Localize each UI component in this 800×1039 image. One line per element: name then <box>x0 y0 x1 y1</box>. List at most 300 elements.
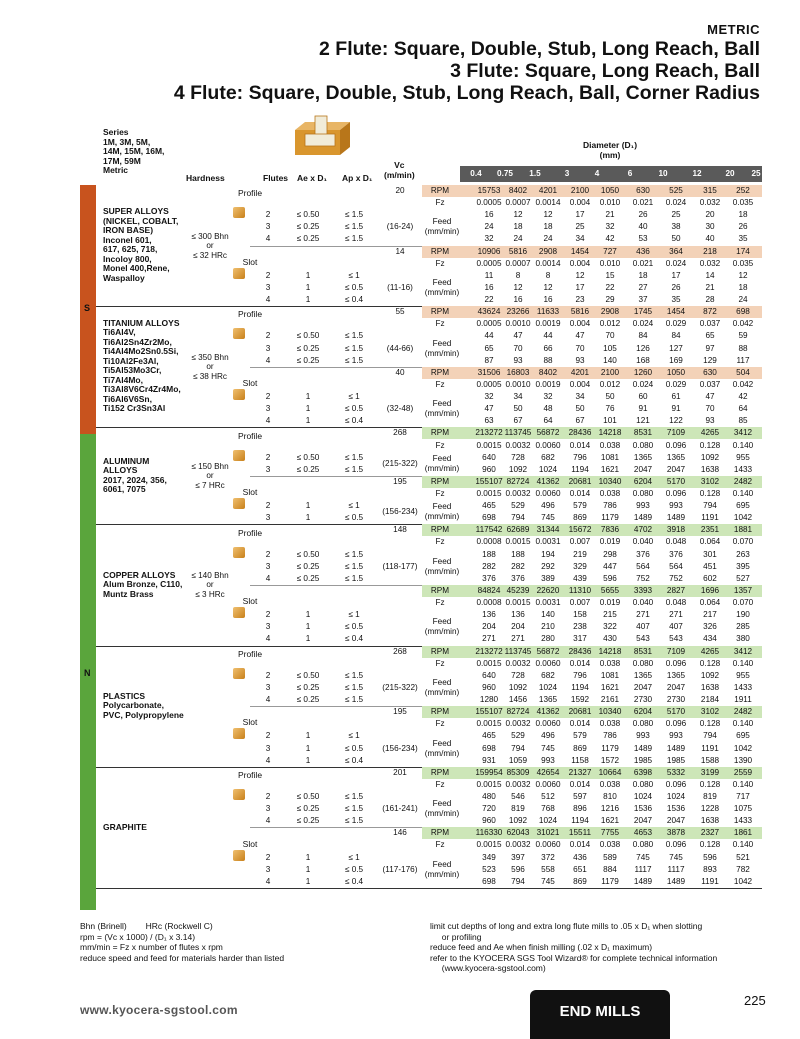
vc-value: 146 <box>393 828 407 838</box>
feed-label: Feed (mm/min) <box>424 217 460 237</box>
rpm-value: 3412 <box>733 428 753 438</box>
fz-value: 0.080 <box>632 489 654 498</box>
feed-value: 117 <box>736 355 750 365</box>
feed-value: 451 <box>703 561 717 571</box>
fz-value: 0.014 <box>569 779 591 789</box>
ae-value: 1 <box>305 864 311 874</box>
feed-value: 1179 <box>601 743 619 753</box>
feed-value: 1081 <box>600 670 620 680</box>
ap-value: ≤ 0.5 <box>344 282 364 292</box>
fz-value: 0.029 <box>665 319 687 329</box>
feed-value: 869 <box>573 743 587 753</box>
fz-value: 0.019 <box>599 598 621 608</box>
fz-value: 0.128 <box>699 658 721 668</box>
diameter-value: 0.4 <box>470 169 482 178</box>
fz-value: 0.007 <box>569 598 591 608</box>
feed-value: 50 <box>605 392 615 402</box>
feed-value: 640 <box>482 452 496 462</box>
cut-type-label: Slot <box>242 256 258 267</box>
rpm-value: 504 <box>736 367 750 377</box>
feed-value: 26 <box>638 210 648 220</box>
col-ae: Ae x D₁ <box>297 173 327 183</box>
rpm-value: 56872 <box>536 646 560 656</box>
feed-value: 50 <box>575 404 585 414</box>
feed-value: 1638 <box>700 682 720 692</box>
feed-value: 2161 <box>600 695 620 705</box>
rpm-value: 213272 <box>475 646 503 656</box>
ap-value: ≤ 1.5 <box>344 573 364 583</box>
fz-value: 0.080 <box>632 440 654 450</box>
feed-value: 896 <box>573 804 587 814</box>
rpm-value: 62689 <box>506 525 530 535</box>
feed-value: 91 <box>671 404 681 414</box>
vc-value: 148 <box>393 525 407 535</box>
ae-value: 1 <box>305 852 311 862</box>
rpm-value: 62043 <box>506 828 530 838</box>
flutes-value: 2 <box>265 610 271 620</box>
feed-value: 794 <box>511 876 525 886</box>
ap-value: ≤ 1.5 <box>344 792 364 801</box>
vc-range: (11-16) <box>387 283 413 293</box>
feed-value: 121 <box>636 416 650 426</box>
ae-value: ≤ 0.50 <box>296 331 320 341</box>
diameter-value: 10 <box>658 169 668 178</box>
ap-value: ≤ 0.4 <box>344 416 364 426</box>
diameter-value: 1.5 <box>529 169 541 178</box>
page-number: 225 <box>744 993 766 1008</box>
feed-value: 543 <box>636 634 650 644</box>
material-name: ALUMINUM ALLOYS 2017, 2024, 356, 6061, 7075 <box>103 455 167 495</box>
feed-value: 1489 <box>633 513 653 523</box>
fz-row <box>80 197 762 209</box>
fz-label: Fz <box>435 489 445 498</box>
rpm-value: 174 <box>736 246 750 256</box>
feed-value: 543 <box>669 634 683 644</box>
feed-value: 480 <box>482 792 496 801</box>
rpm-value: 82724 <box>506 707 530 717</box>
fz-value: 0.140 <box>732 440 754 450</box>
rpm-value: 41362 <box>536 707 560 717</box>
flutes-value: 2 <box>265 792 271 801</box>
fz-row <box>80 318 762 330</box>
feed-value: 1179 <box>601 513 619 523</box>
feed-value: 376 <box>669 549 683 559</box>
fz-value: 0.021 <box>632 258 654 268</box>
fz-value: 0.042 <box>732 319 754 329</box>
feed-value: 1024 <box>538 816 558 826</box>
feed-value: 523 <box>482 864 496 874</box>
ap-value: ≤ 1.5 <box>344 343 364 353</box>
feed-value: 136 <box>482 610 496 620</box>
vc-range: (215-322) <box>382 458 418 468</box>
col-flutes: Flutes <box>263 173 289 183</box>
ae-value: ≤ 0.50 <box>296 210 320 220</box>
vc-value: 201 <box>393 767 407 777</box>
feed-value: 204 <box>482 622 496 632</box>
rpm-value: 1881 <box>733 525 753 535</box>
flutes-value: 2 <box>265 670 271 680</box>
hardness-value: ≤ 350 Bhn or ≤ 38 HRc <box>191 352 229 381</box>
fz-row <box>80 658 762 670</box>
feed-value: 1024 <box>633 792 653 801</box>
feed-value: 2730 <box>666 695 686 705</box>
feed-value: 2184 <box>700 695 720 705</box>
feed-value: 64 <box>738 404 748 414</box>
col-vc: Vc (m/min) <box>384 160 415 180</box>
fz-value: 0.0032 <box>505 719 531 729</box>
rpm-value: 82724 <box>506 476 530 486</box>
diameter-values <box>460 166 762 182</box>
vc-range: (32-48) <box>386 404 414 414</box>
fz-value: 0.0015 <box>476 779 502 789</box>
feed-value: 16 <box>513 295 523 305</box>
fz-value: 0.019 <box>599 537 621 547</box>
flutes-value: 2 <box>265 392 271 402</box>
ap-value: ≤ 1.5 <box>344 452 364 462</box>
fz-label: Fz <box>435 440 445 450</box>
rpm-value: 3102 <box>700 707 720 717</box>
fz-value: 0.0005 <box>476 379 502 389</box>
feed-value: 1985 <box>633 755 653 765</box>
ae-value: 1 <box>305 755 311 765</box>
vc-value: 14 <box>395 246 405 256</box>
rpm-value: 1050 <box>666 367 686 377</box>
ae-value: ≤ 0.25 <box>296 464 320 474</box>
feed-value: 65 <box>484 343 494 353</box>
feed-value: 745 <box>541 876 555 886</box>
rpm-value: 4653 <box>633 828 653 838</box>
feed-value: 238 <box>573 622 587 632</box>
flutes-value: 2 <box>265 549 271 559</box>
ap-value: ≤ 1.5 <box>344 549 364 559</box>
feed-value: 44 <box>543 331 553 341</box>
rpm-value: 10906 <box>477 246 501 256</box>
feed-value: 12 <box>543 282 553 292</box>
rpm-value: 727 <box>603 246 617 256</box>
feed-value: 1536 <box>633 804 653 814</box>
feed-value: 11 <box>484 270 494 280</box>
rpm-value: 16803 <box>506 367 530 377</box>
feed-value: 728 <box>511 670 525 680</box>
ap-value: ≤ 1.5 <box>344 695 364 705</box>
feed-value: 18 <box>738 282 748 292</box>
feed-value: 1092 <box>508 816 528 826</box>
ap-value: ≤ 1 <box>348 270 360 280</box>
feed-value: 59 <box>738 331 748 341</box>
feed-value: 194 <box>541 549 555 559</box>
rpm-value: 23266 <box>506 307 530 317</box>
ae-value: ≤ 0.50 <box>296 549 320 559</box>
feed-value: 819 <box>511 804 525 814</box>
feed-value: 204 <box>511 622 525 632</box>
feed-value: 12 <box>575 270 585 280</box>
feed-value: 1489 <box>633 876 653 886</box>
feed-value: 695 <box>736 501 750 511</box>
feed-value: 35 <box>738 234 748 244</box>
title-3-flute: 3 Flute: Square, Long Reach, Ball <box>450 60 760 82</box>
fz-value: 0.032 <box>699 198 721 208</box>
fz-value: 0.037 <box>699 379 721 389</box>
feed-value: 215 <box>603 610 617 620</box>
fz-value: 0.096 <box>665 489 687 498</box>
rpm-value: 10664 <box>598 767 622 777</box>
rpm-value: 3878 <box>666 828 686 838</box>
ae-value: ≤ 0.25 <box>296 343 320 353</box>
feed-row <box>80 330 762 342</box>
section-tab-label: END MILLS <box>559 1003 641 1020</box>
feed-value: 389 <box>541 573 555 583</box>
feed-label: Feed (mm/min) <box>424 278 460 298</box>
rpm-label: RPM <box>430 476 450 486</box>
feed-value: 434 <box>703 634 717 644</box>
rpm-value: 28436 <box>568 646 592 656</box>
ap-value: ≤ 1.5 <box>344 816 364 826</box>
feed-value: 596 <box>703 852 717 862</box>
feed-value: 546 <box>511 792 525 801</box>
feed-value: 1191 <box>701 743 719 753</box>
feed-value: 47 <box>513 331 523 341</box>
fz-row <box>80 440 762 452</box>
rpm-value: 5816 <box>570 307 590 317</box>
feed-value: 1024 <box>538 682 558 692</box>
fz-value: 0.0032 <box>505 779 531 789</box>
feed-value: 993 <box>669 731 683 741</box>
rpm-label: RPM <box>430 428 450 438</box>
feed-value: 465 <box>482 731 496 741</box>
ap-value: ≤ 1.5 <box>344 222 364 232</box>
fz-value: 0.014 <box>569 658 591 668</box>
rpm-value: 4265 <box>700 646 720 656</box>
rpm-row <box>80 427 762 439</box>
rpm-label: RPM <box>430 828 450 838</box>
fz-value: 0.0060 <box>535 840 561 850</box>
feed-value: 960 <box>482 682 496 692</box>
feed-value: 1911 <box>734 695 752 705</box>
feed-value: 263 <box>736 549 750 559</box>
feed-value: 745 <box>636 852 650 862</box>
footer-right-notes: limit cut depths of long and extra long flute mills to .05 x D₁ when slotting or profiling reduce feed and Ae when finish milling (.02 x D₁ maximum) refer to the KYOCERA SGS Tool Wizard® for complete technical information (www.kyocera-sgstool.com) <box>430 921 718 973</box>
feed-value: 796 <box>573 670 587 680</box>
feed-value: 292 <box>541 561 555 571</box>
feed-value: 1433 <box>733 682 753 692</box>
rpm-value: 10340 <box>598 476 622 486</box>
fz-value: 0.140 <box>732 719 754 729</box>
rpm-value: 10340 <box>598 707 622 717</box>
ap-value: ≤ 1 <box>348 610 360 620</box>
feed-value: 465 <box>482 501 496 511</box>
rpm-value: 698 <box>736 307 750 317</box>
fz-value: 0.038 <box>599 719 621 729</box>
fz-value: 0.024 <box>665 198 687 208</box>
feed-value: 140 <box>603 355 617 365</box>
feed-value: 18 <box>543 222 553 232</box>
feed-value: 282 <box>482 561 496 571</box>
feed-value: 376 <box>636 549 650 559</box>
feed-value: 127 <box>669 343 683 353</box>
flutes-value: 3 <box>265 513 271 523</box>
feed-row <box>80 512 762 524</box>
feed-label: Feed (mm/min) <box>424 738 460 758</box>
feed-value: 12 <box>543 210 553 220</box>
flutes-value: 4 <box>265 416 271 426</box>
feed-value: 1536 <box>666 804 686 814</box>
feed-value: 1433 <box>733 464 753 474</box>
fz-value: 0.0010 <box>505 379 531 389</box>
feed-value: 349 <box>482 852 496 862</box>
fz-value: 0.040 <box>632 537 654 547</box>
flutes-value: 2 <box>265 501 271 511</box>
fz-value: 0.0015 <box>505 598 531 608</box>
fz-label: Fz <box>435 840 445 850</box>
rpm-value: 5170 <box>666 707 686 717</box>
title-4-flute: 4 Flute: Square, Double, Stub, Long Reach, Ball, Corner Radius <box>173 82 760 104</box>
feed-value: 1592 <box>570 695 590 705</box>
feed-row <box>80 876 762 888</box>
feed-row <box>80 621 762 633</box>
material-name: TITANIUM ALLOYS Ti6Al4V, Ti6Al2Sn4Zr2Mo, Ti4Al4Mo2Sn0.5Si, Ti10Al2Fe3Al, Ti5Al53Mo3Cr, Ti7Al4Mo, Ti3Al8V6Cr4Zr4Mo, Ti6Al6V6Sn, Ti152 Cr3Sn3Al <box>103 317 181 414</box>
fz-row <box>80 379 762 391</box>
ap-value: ≤ 1.5 <box>344 464 364 474</box>
feed-value: 1365 <box>633 670 653 680</box>
rpm-value: 4201 <box>538 186 558 195</box>
flutes-value: 3 <box>265 282 271 292</box>
rpm-row <box>80 767 762 779</box>
flutes-value: 4 <box>265 355 271 365</box>
feed-row <box>80 209 762 221</box>
fz-value: 0.037 <box>699 319 721 329</box>
ap-value: ≤ 1.5 <box>344 682 364 692</box>
flutes-value: 2 <box>265 331 271 341</box>
feed-row <box>80 403 762 415</box>
cut-type-label: Profile <box>237 430 263 441</box>
ae-value: ≤ 0.50 <box>296 792 320 801</box>
fz-value: 0.080 <box>632 658 654 668</box>
rpm-value: 20681 <box>568 476 592 486</box>
feed-value: 1456 <box>508 695 528 705</box>
rpm-value: 6204 <box>633 707 653 717</box>
fz-value: 0.014 <box>569 440 591 450</box>
feed-value: 1042 <box>733 513 753 523</box>
feed-row <box>80 791 762 803</box>
fz-value: 0.024 <box>632 379 654 389</box>
feed-row <box>80 221 762 233</box>
feed-value: 993 <box>636 501 650 511</box>
vc-value: 55 <box>395 307 405 317</box>
feed-row <box>80 452 762 464</box>
feed-value: 752 <box>669 573 683 583</box>
feed-value: 53 <box>638 234 648 244</box>
feed-value: 1042 <box>733 743 753 753</box>
feed-value: 529 <box>511 731 525 741</box>
feed-value: 564 <box>636 561 650 571</box>
rpm-value: 3393 <box>633 585 653 595</box>
vc-range: (117-176) <box>382 864 418 874</box>
vc-range <box>382 621 418 633</box>
ae-value: 1 <box>305 404 311 414</box>
diameter-value: 3 <box>564 169 570 178</box>
ap-value: ≤ 0.5 <box>344 513 364 523</box>
rpm-value: 155107 <box>475 707 503 717</box>
feed-value: 136 <box>511 610 525 620</box>
feed-value: 869 <box>573 876 587 886</box>
feed-value: 2047 <box>666 682 686 692</box>
feed-value: 698 <box>482 743 496 753</box>
feed-value: 23 <box>575 295 585 305</box>
feed-row <box>80 464 762 476</box>
feed-value: 1024 <box>666 792 686 801</box>
feed-value: 34 <box>575 392 585 402</box>
feed-value: 1059 <box>508 755 528 765</box>
rpm-value: 1454 <box>666 307 686 317</box>
vc-value: 40 <box>395 367 405 377</box>
feed-value: 1194 <box>571 464 589 474</box>
group-s-label: S <box>84 303 91 313</box>
feed-value: 1621 <box>600 816 620 826</box>
fz-value: 0.0007 <box>505 258 531 268</box>
feed-value: 1191 <box>701 513 719 523</box>
fz-value: 0.080 <box>632 779 654 789</box>
feed-value: 18 <box>638 270 648 280</box>
ap-value: ≤ 1 <box>348 392 360 402</box>
fz-value: 0.140 <box>732 840 754 850</box>
rpm-value: 8402 <box>538 367 558 377</box>
ap-value: ≤ 0.4 <box>344 634 364 644</box>
feed-value: 42 <box>605 234 615 244</box>
feed-value: 88 <box>543 355 553 365</box>
ap-value: ≤ 0.4 <box>344 295 364 305</box>
fz-value: 0.012 <box>599 379 621 389</box>
fz-value: 0.012 <box>599 319 621 329</box>
rpm-value: 31506 <box>477 367 501 377</box>
rpm-value: 1454 <box>570 246 590 256</box>
rpm-value: 11633 <box>536 307 560 317</box>
fz-label: Fz <box>435 537 445 547</box>
fz-value: 0.0019 <box>535 319 561 329</box>
rpm-value: 6204 <box>633 476 653 486</box>
fz-label: Fz <box>435 379 445 389</box>
feed-value: 782 <box>736 864 750 874</box>
feed-value: 768 <box>541 804 555 814</box>
flutes-value: 3 <box>265 561 271 571</box>
website-link[interactable]: www.kyocera-sgstool.com <box>80 1003 238 1017</box>
ae-value: ≤ 0.25 <box>296 222 320 232</box>
feed-value: 512 <box>541 792 555 801</box>
feed-value: 960 <box>482 816 496 826</box>
fz-value: 0.070 <box>732 537 754 547</box>
feed-value: 93 <box>575 355 585 365</box>
rpm-value: 2327 <box>700 828 720 838</box>
rpm-row <box>80 246 762 258</box>
hardness-value: ≤ 150 Bhn or ≤ 7 HRc <box>191 461 229 490</box>
feed-label: Feed (mm/min) <box>424 799 460 819</box>
rpm-value: 1696 <box>700 585 720 595</box>
feed-value: 893 <box>703 864 717 874</box>
diameter-value: 0.75 <box>497 169 513 178</box>
feed-value: 26 <box>671 282 681 292</box>
feed-value: 695 <box>736 731 750 741</box>
feed-value: 18 <box>738 210 748 220</box>
rpm-value: 7836 <box>600 525 620 535</box>
feed-value: 188 <box>511 549 525 559</box>
feed-label: Feed (mm/min) <box>424 556 460 576</box>
fz-value: 0.0015 <box>476 658 502 668</box>
feed-value: 794 <box>703 731 717 741</box>
fz-value: 0.0060 <box>535 719 561 729</box>
rpm-value: 6398 <box>633 767 653 777</box>
feed-value: 67 <box>513 416 523 426</box>
feed-value: 169 <box>669 355 683 365</box>
feed-value: 22 <box>484 295 494 305</box>
